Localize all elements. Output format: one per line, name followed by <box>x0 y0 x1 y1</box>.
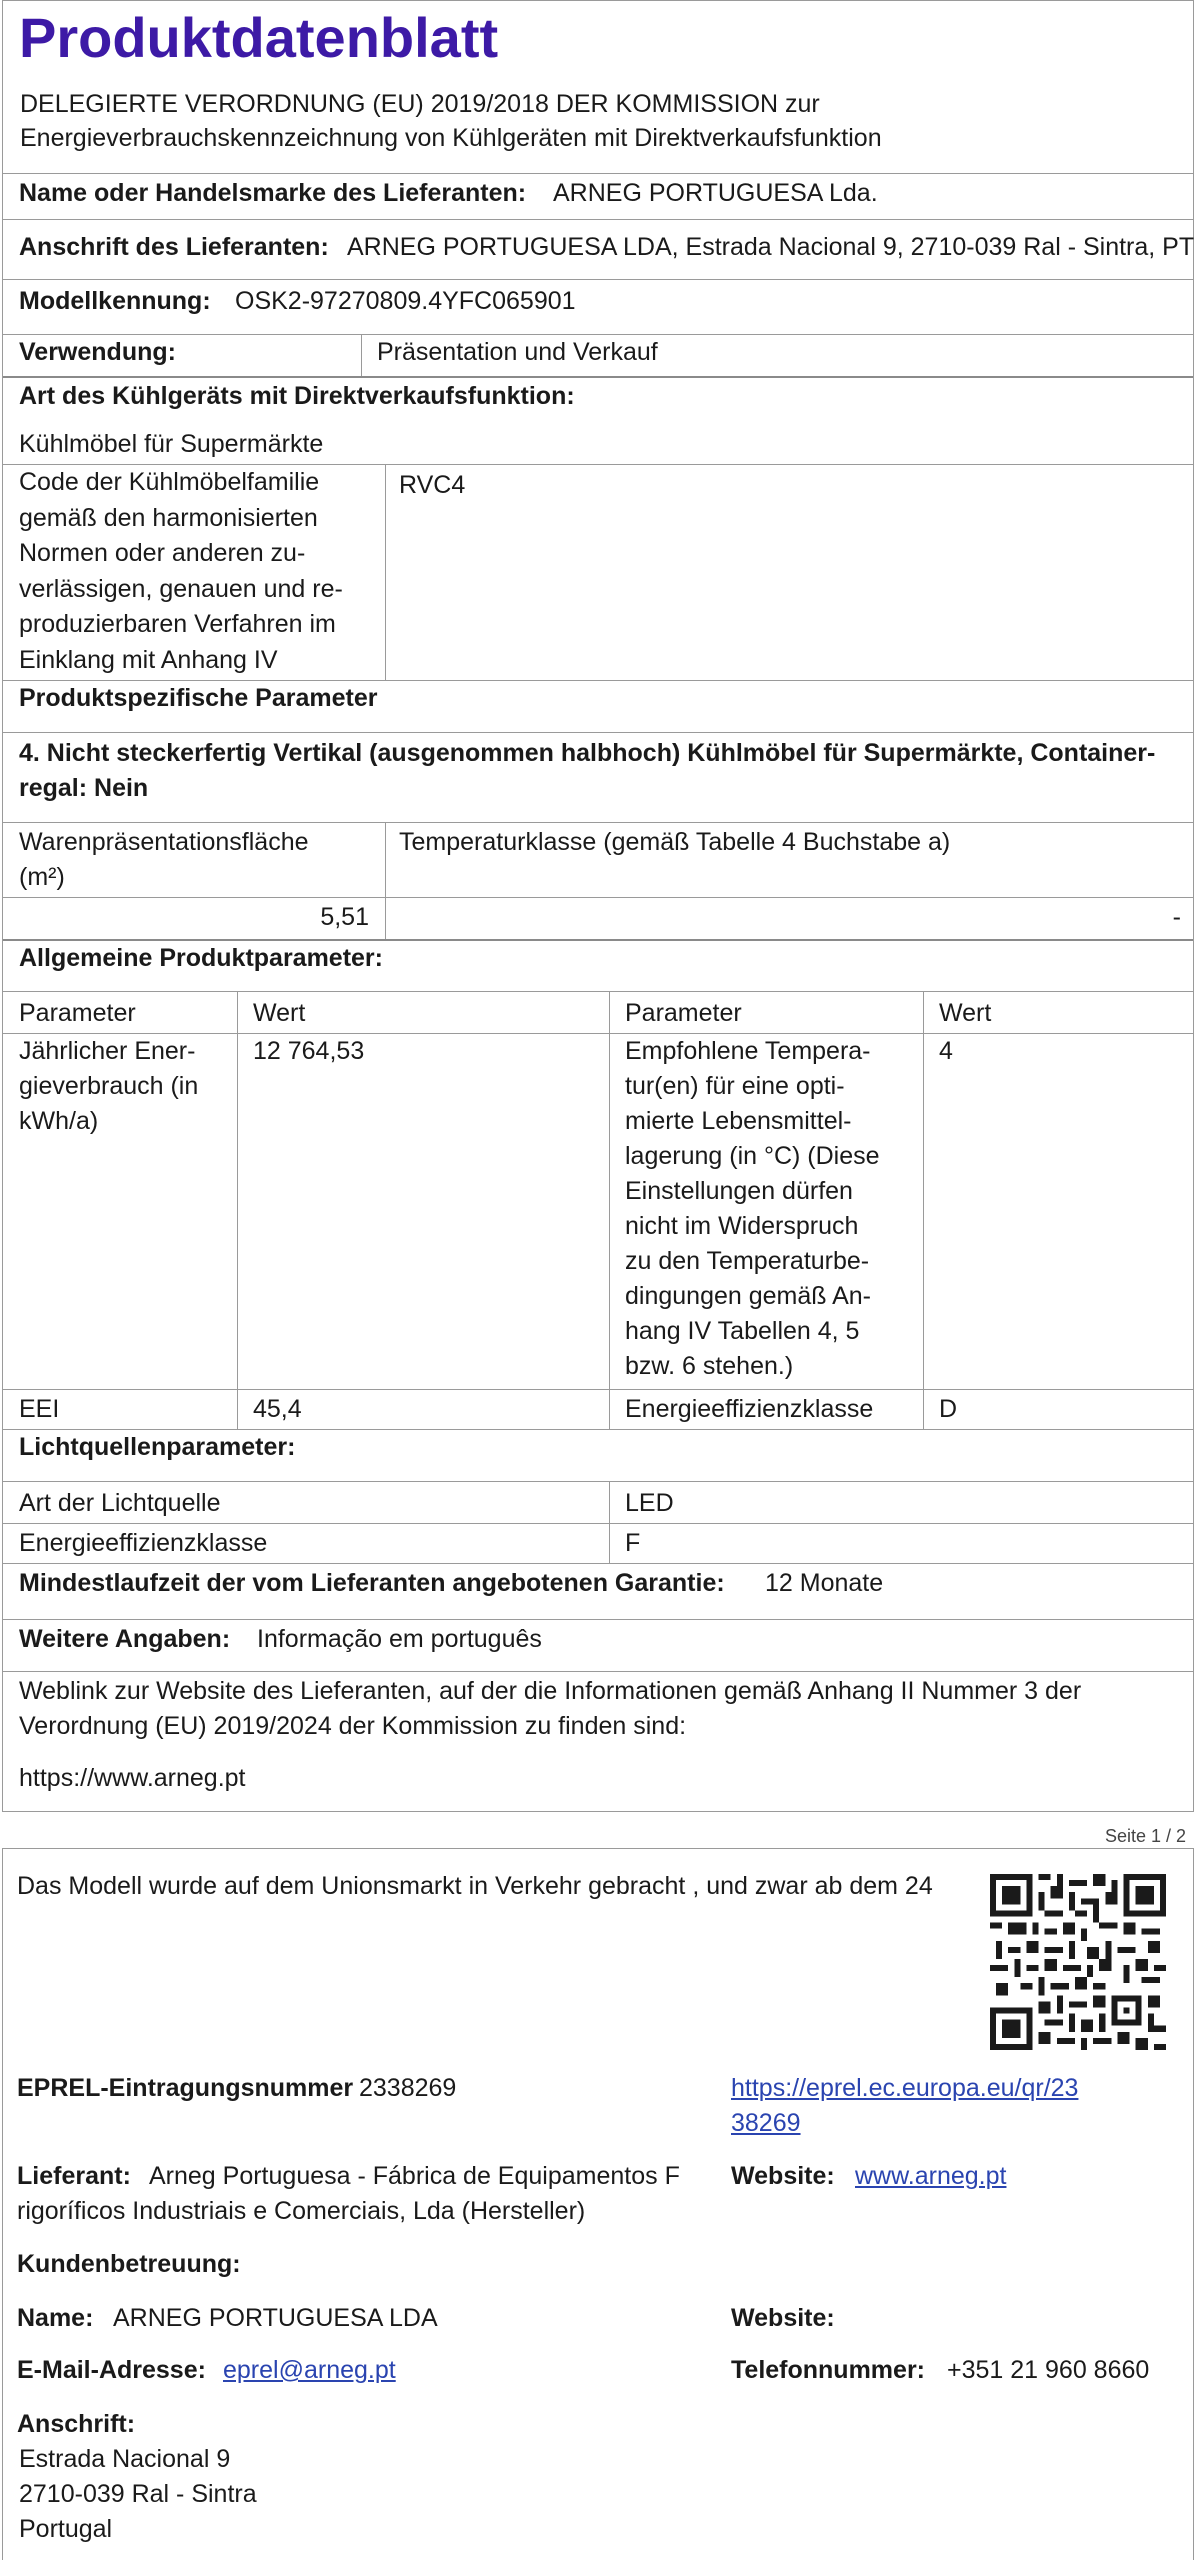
rec-temp-line: dingungen gemäß An- <box>625 1282 872 1310</box>
table-header: Parameter <box>19 999 136 1027</box>
display-area-label: Warenpräsentationsfläche <box>19 828 309 856</box>
model-value: OSK2-97270809.4YFC065901 <box>235 287 576 315</box>
weblink-text-line-1: Weblink zur Website des Lieferanten, auf der die Informationen gemäß Anhang II Nummer 3 der <box>19 1677 1082 1705</box>
category-row <box>3 732 1193 822</box>
address-line: Estrada Nacional 9 <box>19 2445 231 2473</box>
divider <box>609 991 610 1429</box>
energy-label-line: gieverbrauch (in <box>19 1072 199 1100</box>
light-params-row <box>3 1429 1193 1481</box>
family-code-line: Code der Kühlmöbelfamilie <box>19 468 320 496</box>
display-area-header-row <box>3 822 1193 897</box>
general-params-row <box>3 939 1193 991</box>
model-label: Modellkennung: <box>19 287 211 315</box>
display-area-value: 5,51 <box>320 903 369 931</box>
light-type-label: Art der Lichtquelle <box>19 1489 221 1517</box>
eei-value: 45,4 <box>253 1395 302 1423</box>
rec-temp-line: tur(en) für eine opti- <box>625 1072 845 1100</box>
warranty-row <box>3 1563 1193 1619</box>
table-header: Parameter <box>625 999 742 1027</box>
supplier-address-value: ARNEG PORTUGUESA LDA, Estrada Nacional 9, 2710-039 Ral - Sintra, PT <box>347 233 1195 261</box>
display-area-unit: (m²) <box>19 863 65 891</box>
family-code-line: Einklang mit Anhang IV <box>19 645 278 674</box>
recommended-temperature-value: 4 <box>939 1037 953 1065</box>
weblink-url[interactable]: https://www.arneg.pt <box>19 1764 246 1792</box>
cs-name-label: Name: <box>17 2304 94 2332</box>
family-code-line: produzierbaren Verfahren im <box>19 610 336 638</box>
divider <box>237 991 238 1429</box>
website-link[interactable]: www.arneg.pt <box>855 2162 1007 2190</box>
product-params-label: Produktspezifische Parameter <box>19 684 378 712</box>
divider <box>385 464 386 680</box>
divider <box>609 1481 610 1563</box>
cs-website-label: Website: <box>731 2304 835 2332</box>
params-table-header <box>3 991 1193 1033</box>
rec-temp-line: lagerung (in °C) (Diese <box>625 1142 880 1170</box>
table-row <box>3 1389 1193 1429</box>
light-type-value: LED <box>625 1489 674 1517</box>
email-label: E-Mail-Adresse: <box>17 2356 206 2384</box>
website-label: Website: <box>731 2162 835 2190</box>
supplier-value-line-2: rigoríficos Industriais e Comerciais, Lda (Hersteller) <box>17 2197 586 2225</box>
temperature-class-label: Temperaturklasse (gemäß Tabelle 4 Buchstabe a) <box>399 828 951 856</box>
page-title: Produktdatenblatt <box>19 6 499 69</box>
rec-temp-line: nicht im Widerspruch <box>625 1212 859 1240</box>
more-info-label: Weitere Angaben: <box>19 1625 231 1653</box>
rec-temp-line: mierte Lebensmittel- <box>625 1107 852 1135</box>
eprel-label: EPREL-Eintragungsnummer <box>17 2074 354 2102</box>
table-row <box>3 1523 1193 1563</box>
phone-label: Telefonnummer: <box>731 2356 925 2384</box>
eprel-link-continued[interactable]: 38269 <box>731 2109 801 2137</box>
energy-label-line: Jährlicher Ener- <box>19 1037 196 1065</box>
weblink-row <box>3 1671 1193 1813</box>
supplier-value-line-1: Arneg Portuguesa - Fábrica de Equipamentos F <box>149 2162 680 2190</box>
supplier-address-row <box>3 219 1193 279</box>
appliance-type-value: Kühlmöbel für Supermärkte <box>19 430 324 458</box>
supplier-address-label: Anschrift des Lieferanten: <box>19 233 329 261</box>
recommended-temperature-label <box>625 1034 880 1384</box>
product-params-row <box>3 680 1193 732</box>
usage-row <box>3 334 1193 376</box>
supplier-label: Lieferant: <box>17 2162 131 2190</box>
family-code-line: gemäß den harmonisierten <box>19 503 318 532</box>
energy-consumption-value: 12 764,53 <box>253 1037 365 1065</box>
category-line-1: 4. Nicht steckerfertig Vertikal (ausgenommen halbhoch) Kühlmöbel für Supermärkte, Container- <box>19 739 1156 767</box>
customer-service-label: Kundenbetreuung: <box>17 2250 241 2278</box>
table-header: Wert <box>253 999 306 1027</box>
eei-label: EEI <box>19 1395 60 1423</box>
eprel-value: 2338269 <box>359 2074 457 2102</box>
regulation-line-1: DELEGIERTE VERORDNUNG (EU) 2019/2018 DER KOMMISSION zur <box>20 90 820 118</box>
divider <box>923 991 924 1429</box>
rec-temp-line: Empfohlene Tempera- <box>625 1037 871 1065</box>
more-info-value: Informação em português <box>257 1625 542 1653</box>
family-code-value: RVC4 <box>399 471 466 499</box>
efficiency-class-value: D <box>939 1395 958 1423</box>
supplier-name-row <box>3 173 1193 217</box>
rec-temp-line: Einstellungen dürfen <box>625 1177 853 1205</box>
rec-temp-line: zu den Temperaturbe- <box>625 1247 870 1275</box>
datasheet-page-1 <box>2 0 1194 1812</box>
energy-label-line: kWh/a) <box>19 1107 99 1135</box>
table-header: Wert <box>939 999 992 1027</box>
rec-temp-line: bzw. 6 stehen.) <box>625 1352 794 1380</box>
efficiency-class-label: Energieeffizienzklasse <box>625 1395 874 1423</box>
appliance-type-row <box>3 376 1193 464</box>
page-number: Seite 1 / 2 <box>1104 1826 1186 1846</box>
divider <box>385 822 386 939</box>
appliance-type-label: Art des Kühlgeräts mit Direktverkaufsfunktion: <box>19 382 575 410</box>
category-line-2: regal: Nein <box>19 774 149 802</box>
regulation-line-2: Energieverbrauchskennzeichnung von Kühlgeräten mit Direktverkaufsfunktion <box>20 124 882 152</box>
family-code-line: verlässigen, genauen und re- <box>19 574 343 603</box>
table-row <box>3 1481 1193 1523</box>
weblink-text-line-2: Verordnung (EU) 2019/2024 der Kommission zu finden sind: <box>19 1712 687 1740</box>
warranty-value: 12 Monate <box>765 1569 884 1597</box>
temperature-class-value: - <box>1172 903 1181 931</box>
usage-value: Präsentation und Verkauf <box>377 338 658 366</box>
cs-name-value: ARNEG PORTUGUESA LDA <box>113 2304 438 2332</box>
family-code-label <box>19 465 373 678</box>
light-efficiency-value: F <box>625 1529 641 1557</box>
market-placement-text: Das Modell wurde auf dem Unionsmarkt in Verkehr gebracht , und zwar ab dem 24 <box>17 1872 933 1900</box>
usage-label: Verwendung: <box>19 338 176 366</box>
email-link[interactable]: eprel@arneg.pt <box>223 2356 396 2384</box>
warranty-label: Mindestlaufzeit der vom Lieferanten angebotenen Garantie: <box>19 1569 725 1597</box>
energy-consumption-label <box>19 1034 198 1139</box>
more-info-row <box>3 1619 1193 1671</box>
eprel-link[interactable]: https://eprel.ec.europa.eu/qr/23 <box>731 2074 1079 2102</box>
display-area-value-row <box>3 897 1193 939</box>
divider <box>361 334 362 376</box>
address-label: Anschrift: <box>17 2410 136 2438</box>
supplier-name-value: ARNEG PORTUGUESA Lda. <box>553 179 878 207</box>
general-params-label: Allgemeine Produktparameter: <box>19 944 383 972</box>
rec-temp-line: hang IV Tabellen 4, 5 <box>625 1317 860 1345</box>
light-efficiency-label: Energieeffizienzklasse <box>19 1529 268 1557</box>
address-line: Portugal <box>19 2515 113 2543</box>
family-code-line: Normen oder anderen zu- <box>19 539 306 567</box>
family-code-row <box>3 464 1193 680</box>
light-params-label: Lichtquellenparameter: <box>19 1433 296 1461</box>
supplier-name-label: Name oder Handelsmarke des Lieferanten: <box>19 179 527 207</box>
model-row <box>3 279 1193 334</box>
address-line: 2710-039 Ral - Sintra <box>19 2480 257 2508</box>
table-row <box>3 1033 1193 1389</box>
phone-value: +351 21 960 8660 <box>947 2356 1150 2384</box>
qr-code-icon <box>990 1874 1166 2050</box>
